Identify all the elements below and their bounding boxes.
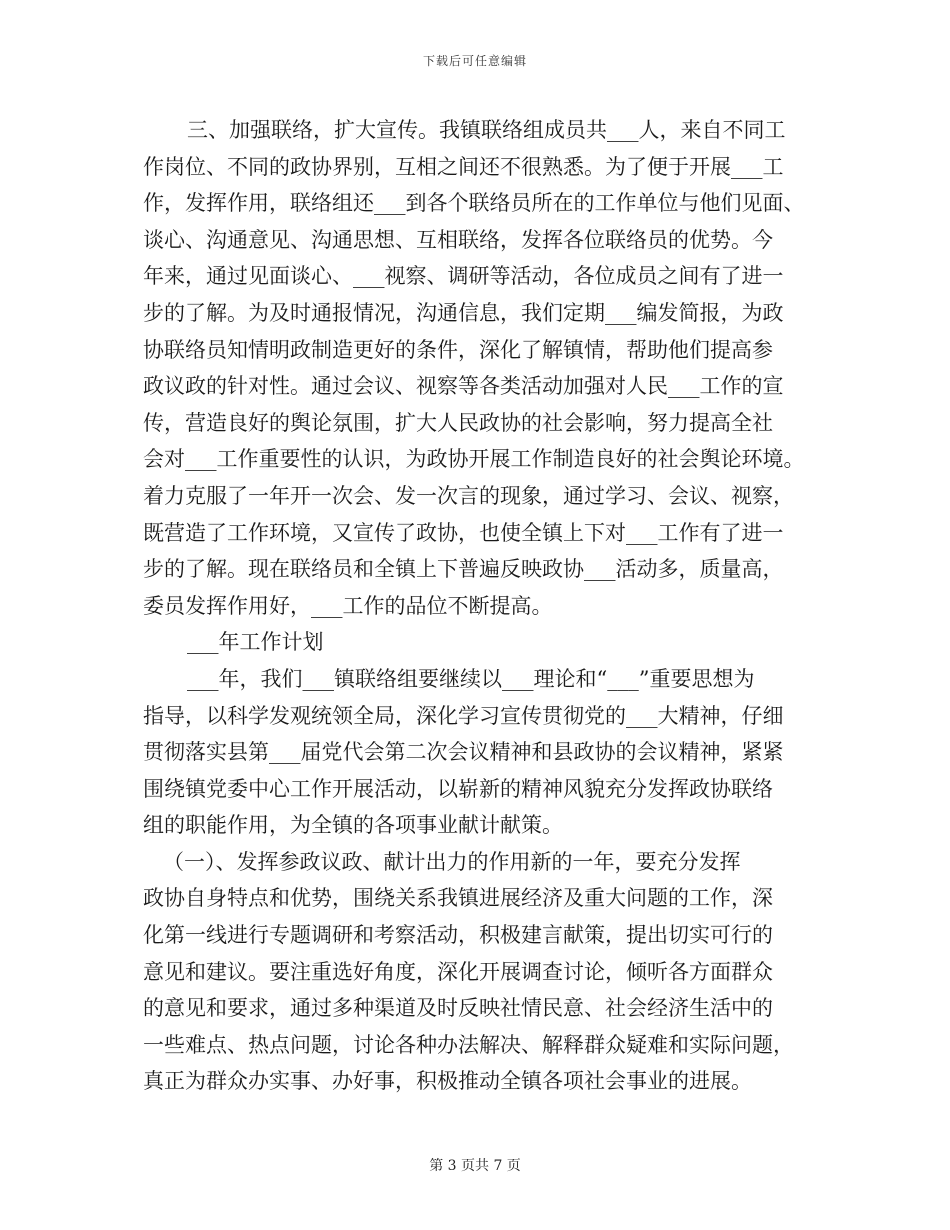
text-line: 会对___工作重要性的认识，为政协开展工作制造良好的社会舆论环境。 xyxy=(143,447,805,472)
text-line: 政协自身特点和优势，围绕关系我镇进展经济及重大问题的工作，深 xyxy=(143,886,773,911)
text-line: 的意见和要求，通过多种渠道及时反映社情民意、社会经济生活中的 xyxy=(143,996,773,1021)
text-line: （一）、发挥参政议政、献计出力的作用新的一年，要充分发挥 xyxy=(163,849,741,874)
text-line: 围绕镇党委中心工作开展活动，以崭新的精神风貌充分发挥政协联络 xyxy=(143,776,773,801)
text-line: 真正为群众办实事、办好事，积极推动全镇各项社会事业的进展。 xyxy=(143,1069,752,1094)
text-line: 三、加强联络，扩大宣传。我镇联络组成员共___人，来自不同工 xyxy=(187,118,786,142)
text-line: 一些难点、热点问题，讨论各种办法解决、解释群众疑难和实际问题， xyxy=(143,1032,794,1057)
text-line: 政议政的针对性。通过会议、视察等各类活动加强对人民___工作的宣 xyxy=(143,374,784,399)
text-line: 既营造了工作环境，又宣传了政协，也使全镇上下对___工作有了进一 xyxy=(143,520,784,545)
text-line: ___年工作计划 xyxy=(187,630,324,655)
text-line: 协联络员知情明政制造更好的条件，深化了解镇情，帮助他们提高参 xyxy=(143,337,773,362)
text-line: 指导，以科学发观统领全局，深化学习宣传贯彻党的___大精神，仔细 xyxy=(143,703,784,728)
text-line: 着力克服了一年开一次会、发一次言的现象，通过学习、会议、视察， xyxy=(143,483,794,508)
text-line: 步的了解。现在联络员和全镇上下普遍反映政协___活动多，质量高， xyxy=(143,557,784,582)
text-line: 作岗位、不同的政协界别，互相之间还不很熟悉。为了便于开展___工 xyxy=(143,154,784,179)
text-line: 传，营造良好的舆论氛围，扩大人民政协的社会影响，努力提高全社 xyxy=(143,410,773,435)
text-line: 作，发挥作用，联络组还___到各个联络员所在的工作单位与他们见面、 xyxy=(143,191,805,216)
page-footer: 第 3 页共 7 页 xyxy=(429,1158,521,1174)
page-header: 下载后可任意编辑 xyxy=(422,54,527,68)
text-line: 贯彻落实县第___届党代会第二次会议精神和县政协的会议精神，紧紧 xyxy=(143,740,784,765)
text-line: 步的了解。为及时通报情况，沟通信息，我们定期___编发简报，为政 xyxy=(143,300,784,325)
text-line: 组的职能作用，为全镇的各项事业献计献策。 xyxy=(143,813,563,838)
text-line: 意见和建议。要注重选好角度，深化开展调查讨论，倾听各方面群众 xyxy=(143,959,773,984)
document-body xyxy=(143,112,823,1100)
text-line: ___年，我们___镇联络组要继续以___理论和“___”重要思想为 xyxy=(187,666,755,691)
text-line: 年来，通过见面谈心、___视察、调研等活动，各位成员之间有了进一 xyxy=(143,264,784,289)
text-line: 谈心、沟通意见、沟通思想、互相联络，发挥各位联络员的优势。今 xyxy=(143,227,773,252)
text-line: 化第一线进行专题调研和考察活动，积极建言献策，提出切实可行的 xyxy=(143,923,773,948)
text-line: 委员发挥作用好，___工作的品位不断提高。 xyxy=(143,593,553,618)
